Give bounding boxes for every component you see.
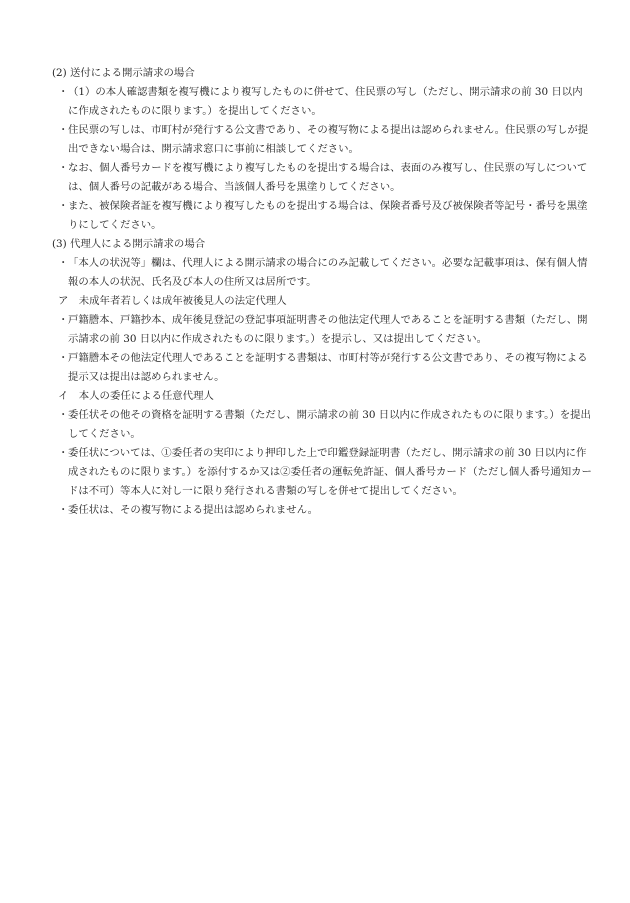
- list-item-text: 「本人の状況等」欄は、代理人による開示請求の場合にのみ記載してください。必要な記載事項は、保有個人情報の本人の状況、氏名及び本人の住所又は居所です。: [68, 257, 588, 288]
- bullet-icon: ・: [58, 409, 69, 421]
- list-item-text: 委任状は、その複写物による提出は認められません。: [68, 504, 318, 516]
- section-agent-request: [52, 235, 592, 520]
- list-item-text: （1）の本人確認書類を複写機により複写したものに併せて、住民票の写し（ただし、開示請求の前 30 日以内に作成されたものに限ります。）を提出してください。: [68, 86, 583, 117]
- bullet-icon: ・: [58, 447, 69, 459]
- list-item-text: 住民票の写しは、市町村が発行する公文書であり、その複写物による提出は認められません。住民票の写しが提出できない場合は、開示請求窓口に事前に相談してください。: [68, 124, 589, 155]
- section-mail-request: [52, 64, 592, 235]
- list-item: [52, 501, 592, 520]
- subsection-heading: イ 本人の委任による任意代理人: [58, 390, 214, 402]
- bullet-icon: ・: [58, 86, 69, 98]
- bullet-icon: ・: [58, 352, 69, 364]
- list-item-text: なお、個人番号カードを複写機により複写したものを提出する場合は、表面のみ複写し、住民票の写しについては、個人番号の記載がある場合、当該個人番号を黒塗りしてください。: [68, 162, 588, 193]
- document-body: [52, 64, 592, 520]
- bullet-icon: ・: [58, 200, 69, 212]
- list-item-text: また、被保険者証を複写機により複写したものを提出する場合は、保険者番号及び被保険者等記号・番号を黒塗りにしてください。: [68, 200, 588, 231]
- section-heading: (3) 代理人による開示請求の場合: [52, 238, 206, 250]
- subsection-heading: ア 未成年者若しくは成年被後見人の法定代理人: [58, 295, 287, 307]
- list-item: [52, 197, 592, 235]
- bullet-icon: ・: [58, 257, 69, 269]
- list-item: [52, 254, 592, 292]
- subsection-legal-representative: [52, 292, 592, 387]
- bullet-icon: ・: [58, 504, 69, 516]
- list-item-text: 委任状その他その資格を証明する書類（ただし、開示請求の前 30 日以内に作成されたものに限ります。）を提出してください。: [68, 409, 591, 440]
- bullet-icon: ・: [58, 124, 69, 136]
- list-item: [52, 159, 592, 197]
- list-item: [52, 83, 592, 121]
- list-item-text: 戸籍謄本その他法定代理人であることを証明する書類は、市町村等が発行する公文書であり、その複写物による提示又は提出は認められません。: [68, 352, 588, 383]
- list-item: [52, 444, 592, 501]
- list-item-text: 委任状については、①委任者の実印により押印した上で印鑑登録証明書（ただし、開示請求の前 30 日以内に作成されたものに限ります。）を添付するか又は②委任者の運転免許証、個人番号カード（ただし個人番号通知カードは不可）等本人に対し一に限り発行される書類の写しを併せて提出してください。: [68, 447, 592, 497]
- section-heading: (2) 送付による開示請求の場合: [52, 67, 195, 79]
- bullet-icon: ・: [58, 162, 69, 174]
- list-item: [52, 349, 592, 387]
- list-item: [52, 406, 592, 444]
- bullet-icon: ・: [58, 314, 69, 326]
- list-item: [52, 311, 592, 349]
- list-item-text: 戸籍謄本、戸籍抄本、成年後見登記の登記事項証明書その他法定代理人であることを証明する書類（ただし、開示請求の前 30 日以内に作成されたものに限ります。）を提示し、又は提出してください。: [68, 314, 588, 345]
- list-item: [52, 121, 592, 159]
- subsection-voluntary-agent: [52, 387, 592, 520]
